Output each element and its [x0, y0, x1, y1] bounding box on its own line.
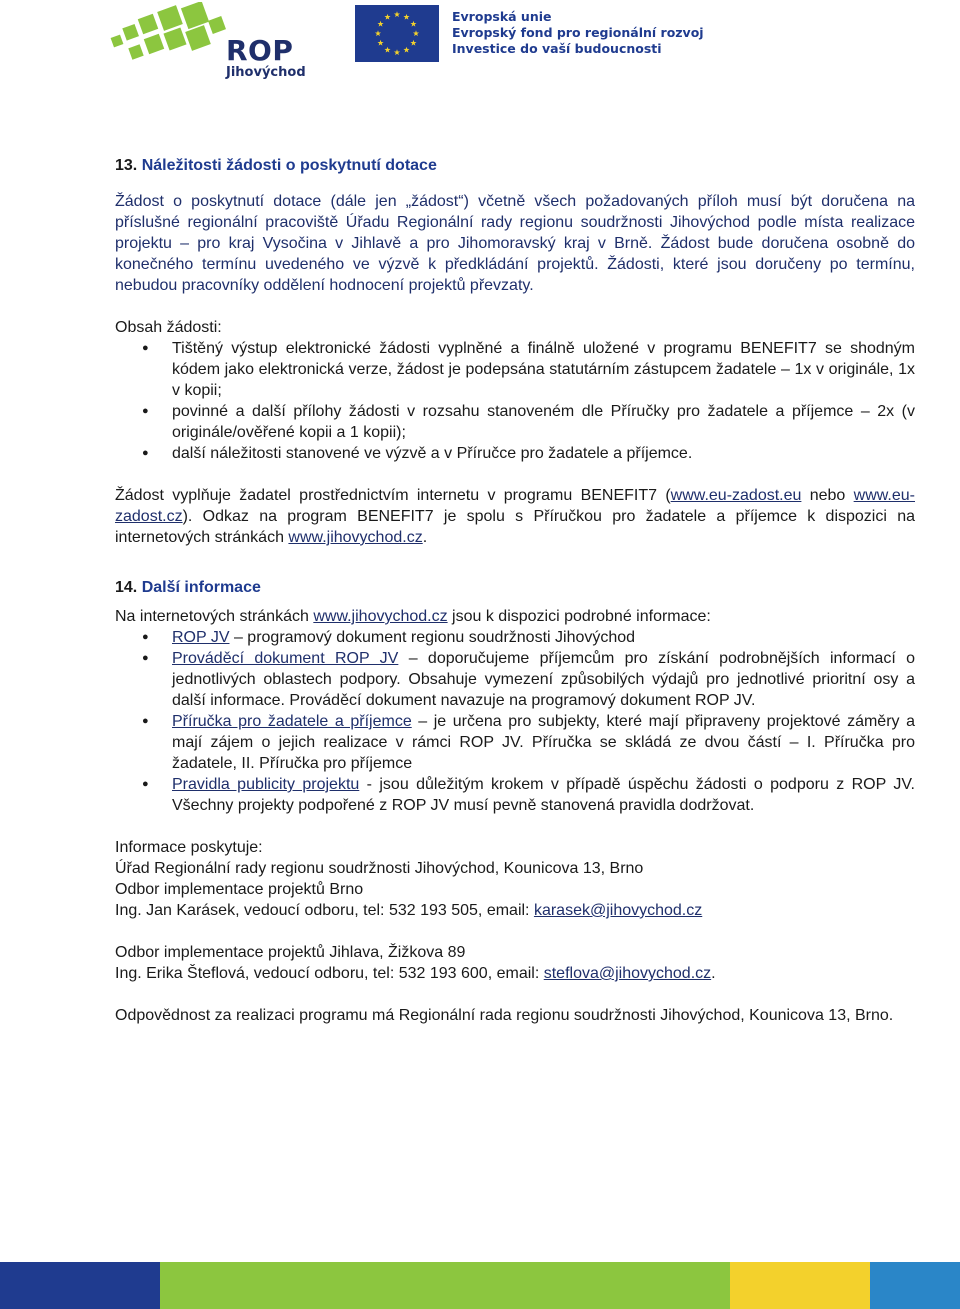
eu-text-block [452, 9, 704, 57]
info-list [115, 627, 915, 816]
footer-bar-lightblue [870, 1262, 960, 1309]
steflova-email-link[interactable]: steflova@jihovychod.cz [543, 965, 712, 982]
responsibility-paragraph: Odpovědnost za realizaci programu má Regionální rada regionu soudržnosti Jihovýchod, Kounicova 13, Brno. [115, 1007, 894, 1024]
jihovychod-link[interactable]: www.jihovychod.cz [313, 608, 448, 625]
contacts-line: Odbor implementace projektů Jihlava, Žižkova 89 [115, 944, 466, 961]
pravidla-publicity-link[interactable]: Pravidla publicity projektu [172, 776, 360, 793]
section-14-heading [115, 577, 915, 598]
eu-zadost-eu-link[interactable]: www.eu-zadost.eu [670, 487, 802, 504]
section-13-heading [115, 155, 915, 176]
section-14-title: Další informace [141, 579, 261, 596]
footer-bar-blue [0, 1262, 160, 1309]
jihovychod-link[interactable]: www.jihovychod.cz [288, 529, 423, 546]
contacts-line: Odbor implementace projektů Brno [115, 881, 364, 898]
contacts-line: Ing. Jan Karásek, vedoucí odboru, tel: 532 193 505, email: karasek@jihovychod.cz [115, 902, 703, 919]
section-13-paragraph: Žádost o poskytnutí dotace (dále jen „žádost“) včetně všech požadovaných příloh musí být doručena na příslušné regionální pracoviště Úřadu Regionální rady regionu soudržnosti Jihovýchod podle místa realizace projektu – pro kraj Vysočina v Jihlavě a pro Jihomoravský kraj v Brně. Žádost bude doručena osobně do konečného termínu uvedeného ve výzvě k předkládání projektů. Žádosti, které jsou doručeny po termínu, nebudou pracovníky oddělení hodnocení projektů převzaty. [115, 193, 915, 294]
karasek-email-link[interactable]: karasek@jihovychod.cz [533, 902, 703, 919]
eu-line-1: Evropská unie [452, 9, 552, 24]
footer-color-bar [0, 1262, 960, 1309]
section-14-number: 14. [115, 579, 138, 596]
eu-line-3: Investice do vaší budoucnosti [452, 41, 662, 56]
section-14-intro: Na internetových stránkách www.jihovychod.cz jsou k dispozici podrobné informace: [115, 608, 711, 625]
benefit7-paragraph: Žádost vyplňuje žadatel prostřednictvím internetu v programu BENEFIT7 (www.eu-zadost.eu nebo www.eu-zadost.cz). Odkaz na program BENEFIT7 je spolu s Příručkou pro žadatele a příjemce k dispozici na internetových stránkách www.jihovychod.cz. [115, 487, 915, 546]
rop-logo-subtitle: Jihovýchod [226, 65, 306, 80]
list-item: ● Pravidla publicity projektu - jsou důležitým krokem v případě úspěchu žádosti o podporu z ROP JV. Všechny projekty podpořené z ROP JV musí pevně stanovená pravidla dodržovat. [115, 774, 915, 816]
list-item: ● povinné a další přílohy žádosti v rozsahu stanoveném dle Příručky pro žadatele a příjemce – 2x (v originále/ověřené kopii a 1 kopii); [115, 401, 915, 443]
rop-logo-title: ROP [226, 34, 294, 67]
eu-flag-icon [355, 5, 439, 62]
contents-list [115, 338, 915, 464]
list-item: ● Tištěný výstup elektronické žádosti vyplněné a finálně uložené v programu BENEFIT7 se shodným kódem jako elektronická verze, žádost je podepsána statutárním zástupcem žadatele – 1x v originále, 1x v kopii; [115, 338, 915, 401]
footer-bar-green [160, 1262, 730, 1309]
contents-label: Obsah žádosti: [115, 319, 222, 336]
list-item: ● další náležitosti stanovené ve výzvě a v Příručce pro žadatele a příjemce. [115, 443, 915, 464]
section-13-title: Náležitosti žádosti o poskytnutí dotace [141, 157, 437, 174]
list-item: ● ROP JV – programový dokument regionu soudržnosti Jihovýchod [115, 627, 915, 648]
provadeci-dokument-link[interactable]: Prováděcí dokument ROP JV [172, 650, 399, 667]
document-body [115, 155, 915, 1026]
contacts-line: Úřad Regionální rady regionu soudržnosti Jihovýchod, Kounicova 13, Brno [115, 860, 644, 877]
list-item: ● Příručka pro žadatele a příjemce – je určena pro subjekty, které mají připraveny projektové záměry a mají zájem o jejich realizace v rámci ROP JV. Příručka se skládá ze dvou částí – I. Příručka pro žadatele, II. Příručka pro příjemce [115, 711, 915, 774]
contacts-label: Informace poskytuje: [115, 839, 263, 856]
contacts-line: Ing. Erika Šteflová, vedoucí odboru, tel: 532 193 600, email: steflova@jihovychod.cz. [115, 965, 716, 982]
eu-zadost-cz-link[interactable]: www.eu-zadost.cz [115, 487, 915, 525]
list-item: ● Prováděcí dokument ROP JV – doporučujeme příjemcům pro získání podrobnějších informací o jednotlivých oblastech podpory. Obsahuje vymezení způsobilých výdajů pro jednotlivé prioritní osy a další informace. Prováděcí dokument navazuje na programový dokument ROP JV. [115, 648, 915, 711]
footer-bar-yellow [730, 1262, 870, 1309]
rop-jv-link[interactable]: ROP JV [172, 629, 230, 646]
page-header [0, 0, 960, 100]
eu-line-2: Evropský fond pro regionální rozvoj [452, 25, 704, 40]
prirucka-link[interactable]: Příručka pro žadatele a příjemce [172, 713, 412, 730]
section-13-number: 13. [115, 157, 138, 174]
